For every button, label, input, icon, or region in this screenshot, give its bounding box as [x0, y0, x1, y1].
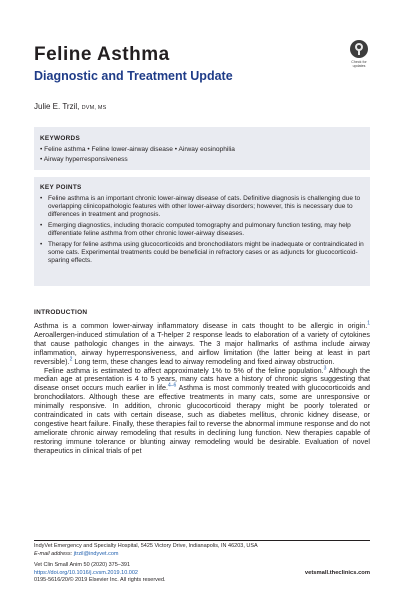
article-title: Feline Asthma	[34, 44, 170, 65]
keywords-list	[40, 145, 235, 164]
affiliation: IndyVet Emergency and Specialty Hospital, 5425 Victory Drive, Indianapolis, IN 46203, USA	[34, 543, 258, 549]
reference-link[interactable]: 3	[323, 365, 327, 372]
key-points-box	[34, 177, 370, 286]
paragraph	[34, 322, 370, 367]
email-line	[34, 551, 258, 559]
email-link[interactable]: jtrzil@indyvet.com	[73, 550, 119, 557]
author-credentials: DVM, MS	[81, 105, 107, 111]
footnote-divider	[34, 540, 370, 541]
text-run: Aeroallergen-induced stimulation of a T-helper 2 response leads to elaboration of a variety of cytokines that cause pathologic changes in the airways. The 3 major hallmarks of asthma include airway inflammation, airway hyperresponsiveness, and airflow limitation (the latter being at least in part reversible).	[34, 329, 370, 366]
journal-citation: Vet Clin Small Anim 50 (2020) 375–391	[34, 562, 131, 568]
reference-link[interactable]: 2	[69, 356, 73, 363]
keywords-line: • Airway hyperresponsiveness	[40, 155, 128, 163]
crossmark-icon	[350, 40, 368, 58]
key-points-list	[40, 195, 366, 268]
keywords-heading: KEYWORDS	[40, 135, 81, 142]
text-run: Asthma is a common lower-airway inflammatory disease in cats thought to be allergic in origin.	[34, 321, 368, 330]
introduction-heading: INTRODUCTION	[34, 309, 88, 316]
crossmark-label: Check for updates	[351, 60, 367, 68]
author-line	[34, 102, 107, 111]
reference-link[interactable]: 4–6	[167, 382, 177, 389]
author-name: Julie E. Trzil,	[34, 102, 80, 111]
article-subtitle: Diagnostic and Treatment Update	[34, 69, 233, 83]
crossmark-badge[interactable]	[345, 40, 373, 74]
citation-block	[34, 562, 166, 585]
doi-link[interactable]: https://doi.org/10.1016/j.cvsm.2019.10.002	[34, 569, 138, 576]
email-label: E-mail address:	[34, 550, 73, 557]
key-point-item: • Therapy for feline asthma using glucocorticoids and bronchodilators might be inadequate or contraindicated in some cats. Experimental treatments could be beneficial in refractory cases or as adjuncts for glucocorticoid-sparing effects.	[40, 241, 366, 266]
paragraph	[34, 367, 370, 456]
copyright-line: 0195-5616/20/© 2019 Elsevier Inc. All rights reserved.	[34, 577, 166, 583]
text-run: Although the median age at presentation is 4 to 5 years, many cats have a history of chronic signs suggesting that disease onset occurs much earlier in life.	[34, 365, 370, 393]
keywords-line: • Feline asthma • Feline lower-airway disease • Airway eosinophilia	[40, 146, 235, 153]
journal-site-link[interactable]: vetsmall.theclinics.com	[304, 570, 370, 576]
reference-link[interactable]: 1	[367, 320, 370, 327]
text-run: Long term, these changes lead to airway remodeling and fixed airway obstruction.	[72, 356, 335, 366]
text-run: Feline asthma is estimated to affect approximately 1% to 5% of the feline population.	[44, 365, 324, 375]
introduction-body	[34, 322, 370, 456]
keywords-box	[34, 127, 370, 170]
key-point-item: • Emerging diagnostics, including thoracic computed tomography and pulmonary function testing, may help differentiate feline asthma from other chronic lower-airway diseases.	[40, 222, 366, 238]
affiliation-block	[34, 543, 258, 558]
key-points-heading: KEY POINTS	[40, 184, 82, 191]
text-run: Asthma is most commonly treated with glucocorticoids and bronchodilators. Although these are effective treatments in many cats, some are unresponsive or minimally responsive. In addition, chronic glucocorticoid therapy might be poorly tolerated or contraindicated in cats with certain disease, such as diabetes mellitus, chronic kidney disease, or congestive heart failure. Finally, these therapies fail to reverse the abnormal immune response and do not ameliorate chronic airway remodeling that results in declining lung function. New therapies capable of restoring immune tolerance or blunting airway remodeling would be desirable. Evaluation of novel therapeutics in clinical trials of pet	[34, 383, 370, 455]
key-point-item: • Feline asthma is an important chronic lower-airway disease of cats. Definitive diagnosis is challenging due to overlapping clinicopathologic features with other lower-airway disorders; however, this is necessary due to differences in treatment and prognosis.	[40, 195, 366, 220]
